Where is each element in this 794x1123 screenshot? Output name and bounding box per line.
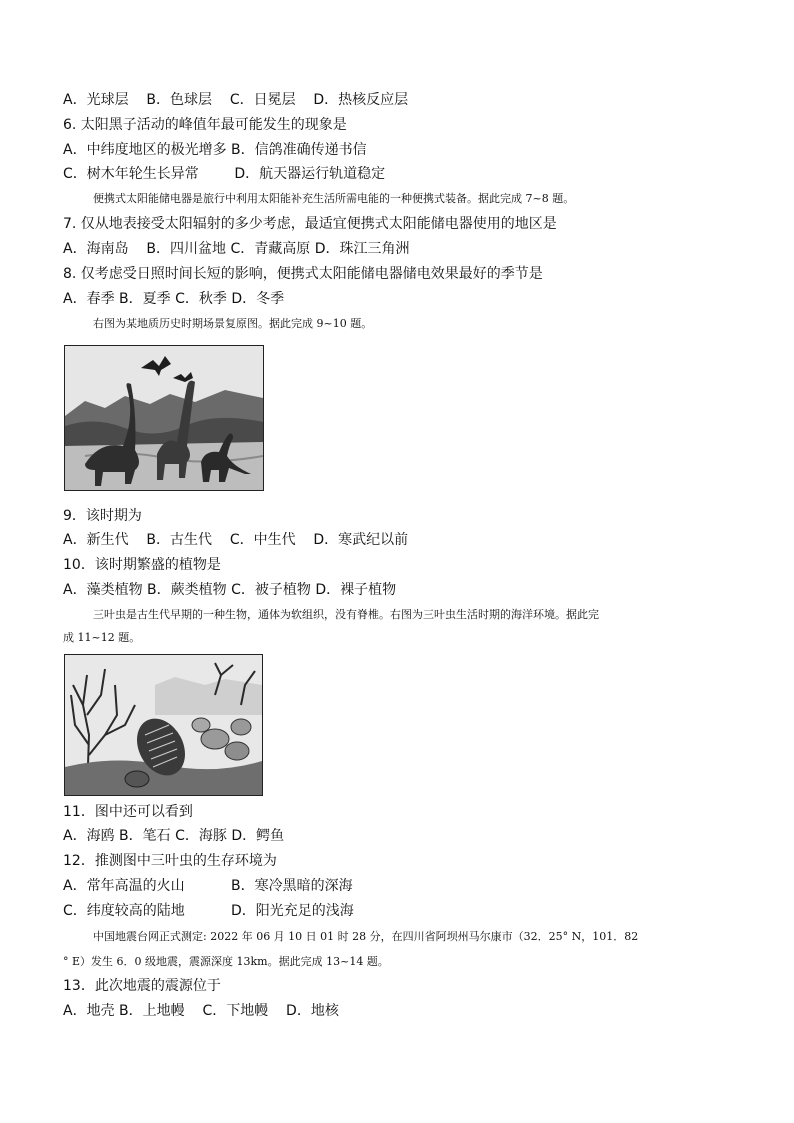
q7-options [63, 239, 409, 259]
q5-option-b: B．色球层 [146, 92, 212, 108]
q9-stem: 9．该时期为 [63, 508, 142, 524]
q9-option-c: C．中生代 [229, 532, 296, 548]
q7-option-c: C．青藏高原 [230, 241, 311, 257]
intro-11-12-line1: 三叶虫是古生代早期的一种生物，通体为软组织，没有脊椎。右图为三叶虫生活时期的海洋环境。据此完 [93, 608, 599, 621]
q7-stem: 7. 仅从地表接受太阳辐射的多少考虑，最适宜便携式太阳能储电器使用的地区是 [63, 216, 557, 232]
q12-option-a: A．常年高温的火山 [63, 878, 185, 894]
intro-11-12-line2: 成 11~12 题。 [63, 631, 141, 644]
q12-options-row2 [63, 901, 354, 921]
q11-stem: 11．图中还可以看到 [63, 804, 193, 820]
q8-options [63, 289, 284, 309]
q11-option-a: A．海鸥 [63, 828, 115, 844]
q6-option-c: C．树木年轮生长异常 [63, 166, 199, 182]
intro-13-14-line2: ° E）发生 6．0 级地震，震源深度 13km。据此完成 13~14 题。 [63, 955, 389, 968]
q5-option-c: C．日冕层 [229, 92, 296, 108]
q13-option-d: D．地核 [286, 1003, 339, 1019]
q6-option-a: A．中纬度地区的极光增多 [63, 142, 227, 158]
q11-option-c: C．海豚 [175, 828, 227, 844]
q6-option-d: D．航天器运行轨道稳定 [234, 166, 386, 182]
q6-stem: 6. 太阳黑子活动的峰值年最可能发生的现象是 [63, 117, 347, 133]
q10-option-d: D．裸子植物 [315, 582, 397, 598]
intro-13-14-line1: 中国地震台网正式测定: 2022 年 06 月 10 日 01 时 28 分，在四川省阿坝州马尔康市（32．25° N，101．82 [93, 930, 639, 943]
q5-option-a: A．光球层 [63, 92, 129, 108]
q10-option-b: B．蕨类植物 [147, 582, 227, 598]
q11-options [63, 826, 284, 846]
q10-stem: 10．该时期繁盛的植物是 [63, 557, 221, 573]
dinosaur-scene-illustration [65, 346, 263, 490]
q6-option-b: B．信鸽准确传递书信 [231, 142, 367, 158]
q10-option-c: C．被子植物 [231, 582, 311, 598]
q12-option-c: C．纬度较高的陆地 [63, 903, 185, 919]
trilobite-scene-figure [64, 654, 263, 796]
q13-option-b: B．上地幔 [119, 1003, 185, 1019]
q10-options [63, 580, 396, 600]
q12-stem: 12．推测图中三叶虫的生存环境为 [63, 853, 277, 869]
q7-option-d: D．珠江三角洲 [314, 241, 410, 257]
q8-option-c: C．秋季 [175, 291, 227, 307]
q8-stem: 8. 仅考虑受日照时间长短的影响，便携式太阳能储电器储电效果最好的季节是 [63, 266, 543, 282]
q12-options-row1 [63, 876, 353, 896]
q6-options-row2 [63, 164, 385, 184]
q5-option-d: D．热核反应层 [313, 92, 409, 108]
q8-option-b: B．夏季 [119, 291, 171, 307]
intro-9-10: 右图为某地质历史时期场景复原图。据此完成 9~10 题。 [93, 317, 373, 330]
q7-option-a: A．海南岛 [63, 241, 129, 257]
trilobite-scene-illustration [65, 655, 262, 795]
q8-option-a: A．春季 [63, 291, 115, 307]
q5-options [63, 90, 408, 110]
q11-option-d: D．鳄鱼 [231, 828, 285, 844]
q6-options-row1 [63, 140, 367, 160]
q13-option-c: C．下地幔 [202, 1003, 269, 1019]
q9-option-a: A．新生代 [63, 532, 129, 548]
q7-option-b: B．四川盆地 [146, 241, 226, 257]
dinosaur-scene-figure [64, 345, 264, 491]
q12-option-b: B．寒冷黑暗的深海 [231, 878, 353, 894]
q8-option-d: D．冬季 [231, 291, 285, 307]
q9-option-b: B．古生代 [146, 532, 212, 548]
q13-option-a: A．地壳 [63, 1003, 115, 1019]
q13-options [63, 1001, 339, 1021]
q13-stem: 13．此次地震的震源位于 [63, 978, 221, 994]
q11-option-b: B．笔石 [119, 828, 171, 844]
q12-option-d: D．阳光充足的浅海 [231, 903, 354, 919]
intro-7-8: 便携式太阳能储电器是旅行中利用太阳能补充生活所需电能的一种便携式装备。据此完成 7~8 题。 [93, 192, 575, 205]
q9-options [63, 530, 408, 550]
q9-option-d: D．寒武纪以前 [313, 532, 409, 548]
q10-option-a: A．藻类植物 [63, 582, 143, 598]
